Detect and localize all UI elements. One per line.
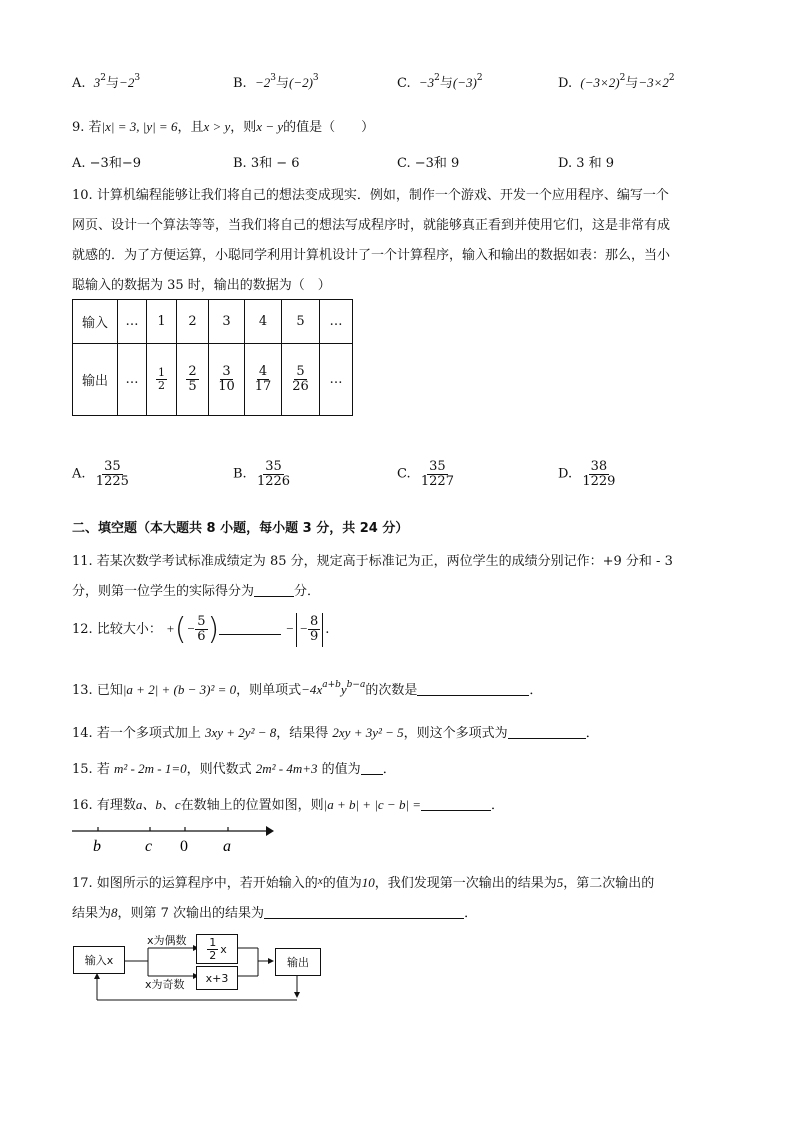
io-table-cell: 4 [245,300,282,344]
io-table-cell: $\frac{5}{26}$ [282,344,320,416]
q10-option-c: C. $\frac{35}{1227}$ [397,459,454,489]
q8-option-b: B. $-2^3$与$(-2)^3$ [233,73,319,91]
io-table-cell: … [320,344,353,416]
q10-line-2: 网页、设计一个算法等等，当我们将自己的想法写成程序时，就能够真正看到并使用它们，这是非常有成 [72,218,671,233]
q8-option-d: D. $(-3\times 2)^2$与$-3\times 2^2$ [558,73,675,91]
q13-answer-blank[interactable] [417,684,529,696]
q17-line-2: 结果为8，则第 7 次输出的结果为 ． [72,905,478,921]
io-table-header-output: 输出 [73,344,118,416]
number-line [70,822,275,858]
q9-option-c: C. −3和 9 [397,156,460,171]
q11-line-2: 分，则第一位学生的实际得分为 分． [72,584,321,599]
q11-line-1: 11. 若某次数学考试标准成绩定为 85 分，规定高于标准记为正，两位学生的成绩分别记作：+9 分和 - 3 [72,554,673,569]
flow-input-box: 输入x [73,946,125,974]
q15-stem: 15. 若 m² - 2m - 1=0，则代数式 2m² - 4m+3 的值为 ． [72,761,396,777]
q15-answer-blank[interactable] [361,763,383,775]
q8-option-a: A. $3^2$与$-2^3$ [72,73,141,91]
io-table-cell: … [320,300,353,344]
q9-stem: 9. 若|x| = 3, |y| = 6，且x > y，则x − y的值是（ ） [72,119,375,135]
io-table-cell: $\frac{1}{2}$ [147,344,177,416]
flow-output-box: 输出 [275,948,321,976]
q9-option-a: A. −3和−9 [72,156,141,171]
io-table-cell: 5 [282,300,320,344]
io-table-cell: $\frac{2}{5}$ [177,344,209,416]
flow-odd-box: x+3 [196,966,238,990]
io-table-cell: $\frac{3}{10}$ [209,344,245,416]
q10-line-3: 就感的．为了方便运算，小聪同学利用计算机设计了一个计算程序，输入和输出的数据如表：那么，当小 [72,248,671,263]
q12-stem: 12. 比较大小： +(− $\frac{5}{6}$ ) − − $\frac{8}{9}$ . [72,612,330,647]
io-table-cell: 1 [147,300,177,344]
q10-option-a: A. $\frac{35}{1225}$ [72,459,129,489]
q9-option-d: D. 3 和 9 [558,156,615,171]
q14-stem: 14. 若一个多项式加上 3xy + 2y² − 8，结果得 2xy + 3y² − 5，则这个多项式为 ． [72,725,599,741]
io-table-cell: 3 [209,300,245,344]
section-title-fill-in: 二、填空题（本大题共 8 小题，每小题 3 分，共 24 分） [72,521,409,536]
flow-half-box: $\frac{1}{2}$ x [196,934,238,964]
flow-odd-label: x为奇数 [145,978,185,991]
q12-answer-blank[interactable] [219,623,281,635]
number-line-label-b: b [93,838,101,855]
io-table-row-input [73,300,353,344]
q10-line-1: 10. 计算机编程能够让我们将自己的想法变成现实．例如，制作一个游戏、开发一个应用程序、编写一个 [72,188,669,203]
q9-option-b: B. 3和 − 6 [233,156,300,171]
q10-option-d: D. $\frac{38}{1229}$ [558,459,616,489]
q13-stem: 13. 已知|a + 2| + (b − 3)² = 0，则单项式$-4x^{a+b}y^{b-a}$的次数是 ． [72,680,543,698]
q17-line-1: 17. 如图所示的运算程序中，若开始输入的$^x$的值为10，我们发现第一次输出的结果为5，第二次输出的 [72,875,655,891]
io-table [72,299,353,416]
io-table-cell: 2 [177,300,209,344]
arrow-right-icon [266,826,274,836]
io-table-row-output [73,344,353,416]
flow-even-label: x为偶数 [147,934,187,947]
q8-option-c: C. $-3^2$与$(-3)^2$ [397,73,483,91]
number-line-label-a: a [223,838,231,855]
q16-answer-blank[interactable] [421,799,491,811]
io-table-cell: $\frac{4}{17}$ [245,344,282,416]
number-line-label-c: c [145,838,153,855]
q11-answer-blank[interactable] [254,585,294,597]
q10-option-b: B. $\frac{35}{1226}$ [233,459,291,489]
io-table-cell: … [118,300,147,344]
q10-line-4: 聪输入的数据为 35 时，输出的数据为（ ） [72,278,331,293]
q14-answer-blank[interactable] [508,727,586,739]
q16-stem: 16. 有理数a、b、c在数轴上的位置如图，则|a + b| + |c − b| = ． [72,797,505,813]
number-line-label-zero: 0 [180,838,188,855]
io-table-header-input: 输入 [73,300,118,344]
io-table-cell: … [118,344,147,416]
q17-answer-blank[interactable] [264,907,464,919]
